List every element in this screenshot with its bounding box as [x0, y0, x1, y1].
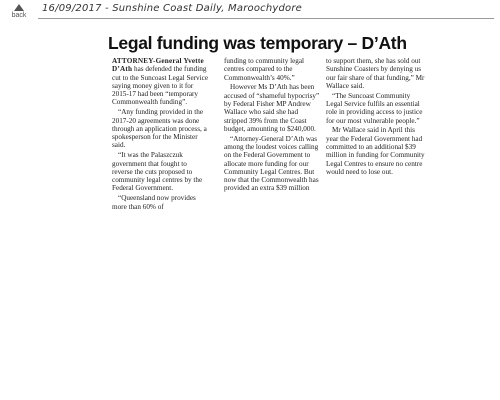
triangle-up-icon	[14, 4, 24, 11]
article-headline: Legal funding was temporary – D’Ath	[108, 33, 407, 53]
article-paragraph: Mr Wallace said in April this year the Federal Government had committed to an additional $39 million in funding for Community Legal Centres to ensure no centre would need to lose out.	[326, 126, 425, 176]
article-paragraph: to support them, she has sold out Sunshine Coasters by denying us our fair share of that funding,” Mr Wallace said.	[326, 57, 425, 90]
article-paragraph: “It was the Palaszczuk government that fought to reverse the cuts proposed to community legal centres by the Federal Government.	[112, 151, 203, 193]
back-button[interactable]	[5, 2, 33, 24]
header-divider	[38, 18, 494, 19]
article-column-3	[326, 57, 426, 178]
article-paragraph: “The Suncoast Community Legal Service fulfils an essential role in providing access to justice for our most vulnerable people.”	[326, 91, 423, 125]
article-column-1	[112, 57, 208, 227]
article-paragraph	[112, 57, 208, 107]
lead-caps: ATTORNEY-General Yvette D’Ath	[112, 57, 204, 74]
article-paragraph: “Attorney-General D’Ath was among the loudest voices calling on the Federal Government to allocate more funding for our Community Legal Centres. But now that the Commonwealth has provided an extra $39 million	[224, 134, 319, 193]
article-paragraph: However Ms D’Ath has been accused of “shameful hypocrisy” by Federal Fisher MP Andrew Wallace who said she had stripped 39% from the Coast budget, amounting to $240,000.	[224, 83, 320, 133]
handwritten-source-note: 16/09/2017 - Sunshine Coast Daily, Maroochydore	[42, 3, 303, 14]
article-paragraph: “Any funding provided in the 2017-20 agreements was done through an application process, a spokesperson for the Minister said.	[112, 108, 207, 150]
paragraph-text: has defended the funding cut to the Suncoast Legal Service saying money given to it for 2015-17 had been “temporary Commonwealth funding”.	[112, 65, 209, 107]
article-column-2	[224, 57, 320, 227]
back-label: back	[11, 12, 27, 19]
article-paragraph: funding to community legal centres compared to the Commonwealth’s 40%.”	[224, 57, 305, 82]
article-paragraph: “Queensland now provides more than 60% of	[112, 194, 196, 211]
